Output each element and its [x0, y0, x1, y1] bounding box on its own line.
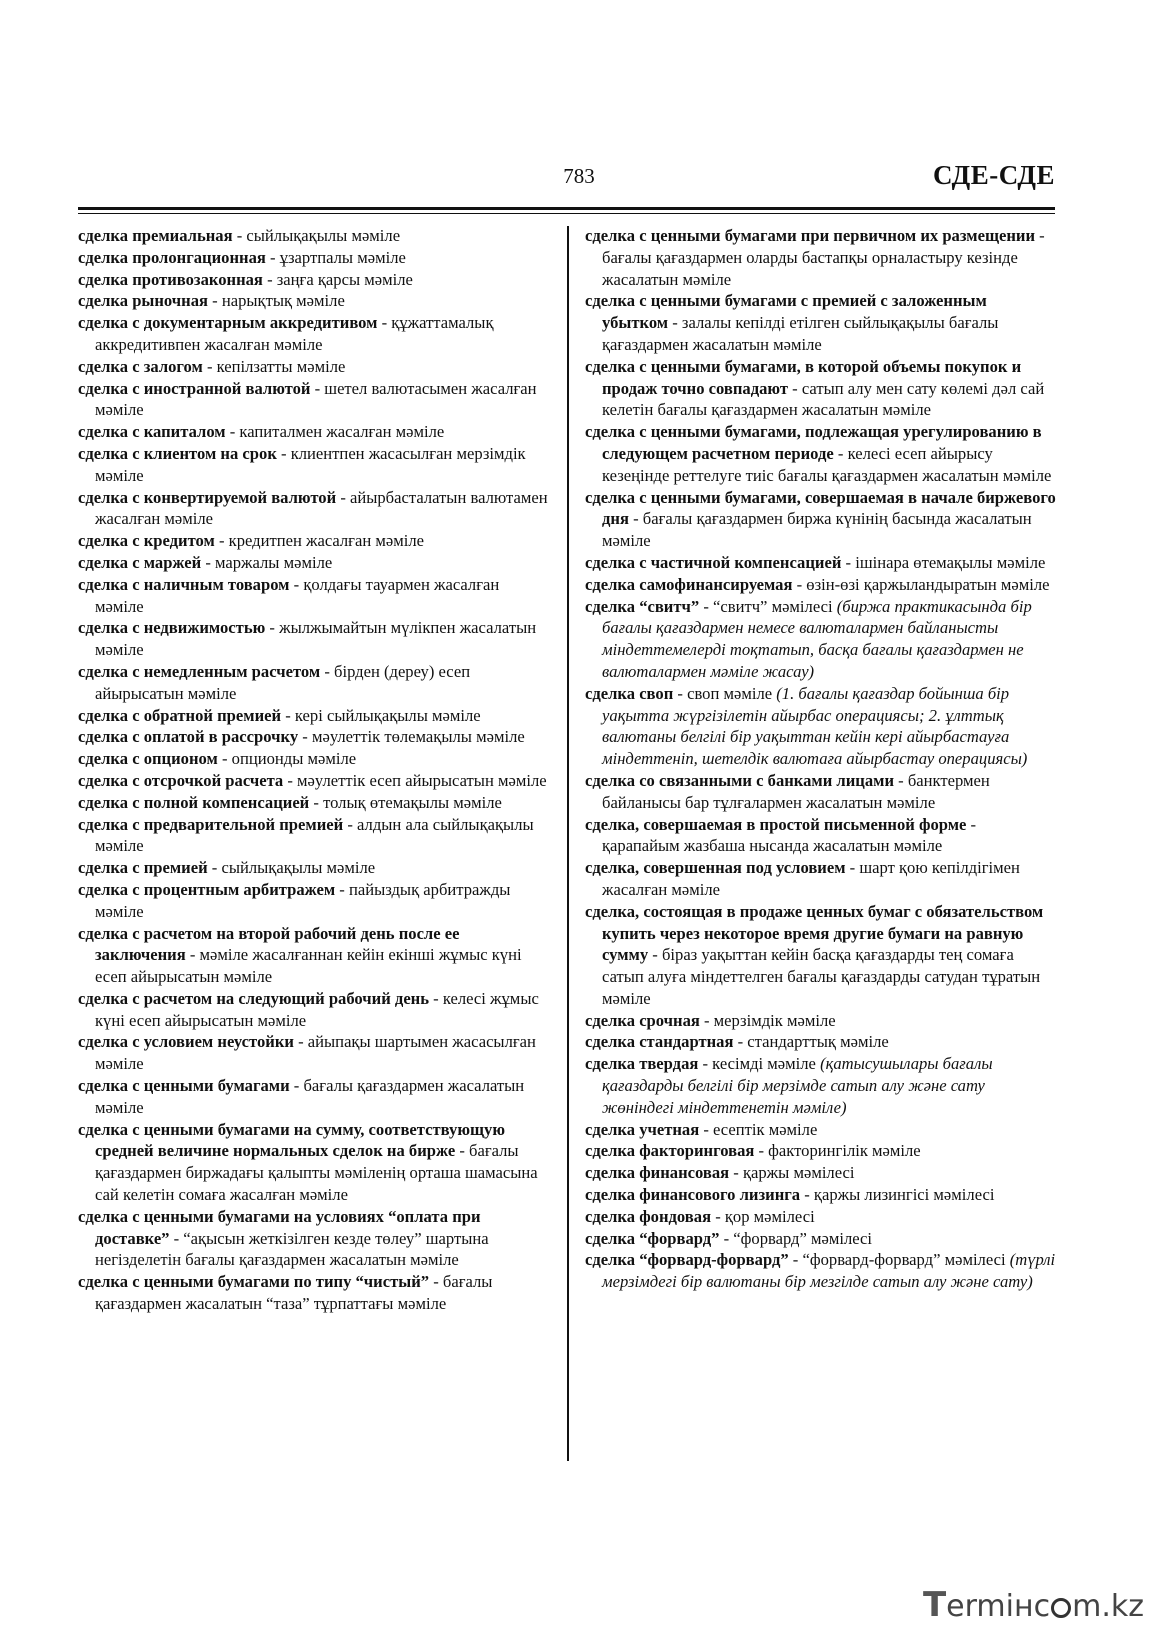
- dictionary-entry: [585, 1206, 1057, 1228]
- entry-definition: - своп мәміле: [673, 683, 777, 703]
- logo-circle-icon: [1051, 1598, 1071, 1618]
- entry-definition: - нарықтық мәміле: [208, 291, 345, 311]
- entry-term: сделка рыночная: [78, 291, 208, 311]
- entry-term: сделка “свитч”: [585, 596, 700, 616]
- entry-term: сделка финансового лизинга: [585, 1185, 801, 1205]
- entry-term: сделка с предварительной премией: [78, 814, 344, 834]
- entry-note: (1. бағалы қағаздар бойынша бір уақытта жүргізілетін айырбас операциясы; 2. ұлттық валютаны белгілі бір уақыттан кейін кері айырбастауға міндеттеніп, шетелдік валютаға айырбастау операциясы): [602, 683, 1028, 769]
- entry-definition: - қаржы лизингісі мәмілесі: [800, 1185, 995, 1205]
- dictionary-entry: [585, 1162, 1057, 1184]
- dictionary-entry: [78, 530, 548, 552]
- entry-definition: - қаржы мәмілесі: [729, 1163, 855, 1183]
- dictionary-entry: [78, 879, 548, 923]
- entry-term: сделка с иностранной валютой: [78, 378, 311, 398]
- entry-term: сделка с залогом: [78, 356, 203, 376]
- dictionary-entry: [585, 1228, 1057, 1250]
- dictionary-entry: [78, 814, 548, 858]
- dictionary-entry: [78, 552, 548, 574]
- dictionary-entry: [585, 225, 1057, 290]
- entry-definition: - сатып алу мен сату көлемі дәл сай келетін бағалы қағаздармен жасалатын мәміле: [602, 378, 1045, 420]
- dictionary-entry: [78, 378, 548, 422]
- entry-definition: - заңға қарсы мәміле: [262, 269, 413, 289]
- entry-term: сделка фондовая: [585, 1206, 712, 1226]
- entry-definition: - залалы кепілді етілген сыйлықақылы бағалы қағаздармен жасалатын мәміле: [602, 313, 999, 354]
- entry-definition: - алдын ала сыйлықақылы мәміле: [95, 814, 534, 856]
- entry-definition: - “форвард-форвард” мәмілесі: [788, 1250, 1010, 1270]
- dictionary-entry: [78, 356, 548, 378]
- entry-term: сделка премиальная: [78, 226, 233, 245]
- entry-definition: - клиентпен жасасылған мерзімдік мәміле: [95, 443, 526, 485]
- entry-definition: - өзін-өзі қаржыландыратын мәміле: [792, 574, 1050, 594]
- entry-definition: - мәулеттік есеп айырысатын мәміле: [283, 770, 547, 790]
- dictionary-entry: [585, 814, 1057, 858]
- entry-definition: - “форвард” мәмілесі: [719, 1228, 873, 1248]
- entry-term: сделка с ценными бумагами, в которой объемы покупок и продаж точно совпадают: [585, 356, 1022, 398]
- entry-definition: - пайыздық арбитражды мәміле: [95, 879, 511, 921]
- entry-term: сделка, совершенная под условием: [585, 858, 846, 878]
- entry-definition: - маржалы мәміле: [201, 552, 333, 572]
- dictionary-entry: [585, 356, 1057, 421]
- column-divider: [567, 226, 569, 1461]
- entry-term: сделка с наличным товаром: [78, 574, 290, 594]
- entry-definition: - айыпақы шартымен жасасылған мәміле: [95, 1032, 536, 1074]
- entry-term: сделка с ценными бумагами, совершаемая в начале биржевого дня: [585, 487, 1056, 529]
- dictionary-entry: [78, 1119, 548, 1206]
- entry-term: сделка с опционом: [78, 749, 218, 769]
- dictionary-entry: [78, 857, 548, 879]
- dictionary-entry: [585, 596, 1057, 683]
- entry-definition: - бағалы қағаздармен жасалатын мәміле: [95, 1076, 525, 1117]
- dictionary-entry: [78, 617, 548, 661]
- dictionary-entry: [78, 1031, 548, 1075]
- entry-definition: - “свитч” мәмілесі: [699, 596, 837, 616]
- dictionary-entry: [78, 443, 548, 487]
- entry-definition: - бағалы қағаздармен жасалатын “таза” тұрпаттағы мәміле: [95, 1272, 493, 1314]
- entry-definition: - мәулеттік төлемақылы мәміле: [298, 727, 525, 747]
- logo-text-2: m.kz: [1072, 1589, 1144, 1624]
- dictionary-entry: [78, 988, 548, 1032]
- entry-term: сделка с процентным арбитражем: [78, 879, 336, 899]
- entry-definition: - сыйлықақылы мәміле: [232, 226, 401, 245]
- entry-term: сделка с ценными бумагами, подлежащая урегулированию в следующем расчетном периоде: [585, 422, 1042, 463]
- dictionary-entry: [78, 269, 548, 291]
- entry-definition: - “ақысын жеткізілген кезде төлеу” шартына негізделетін бағалы қағаздармен жасалатын мәміле: [95, 1228, 489, 1270]
- entry-term: сделка с ценными бумагами по типу “чистый”: [78, 1272, 430, 1292]
- entry-definition: - шарт қою кепілдігімен жасалған мәміле: [602, 858, 1020, 899]
- entry-definition: - айырбасталатын валютамен жасалған мәміле: [95, 487, 548, 529]
- entry-term: сделка с расчетом на следующий рабочий день: [78, 988, 430, 1008]
- entry-definition: - опционды мәміле: [217, 749, 357, 769]
- entry-term: сделка с премией: [78, 858, 208, 878]
- entry-definition: - мерзімдік мәміле: [699, 1010, 836, 1030]
- dictionary-entry: [585, 1010, 1057, 1032]
- entry-note: (қатысушылары бағалы қағаздарды белгілі бір мерзімде сатып алу және сату жөніндегі міндеттенетін мәміле): [602, 1054, 993, 1117]
- entry-note: (биржа практикасында бір бағалы қағаздармен немесе валюталармен байланысты міндеттемелерді тоқтатып, басқа бағалы қағаздармен не валюталармен мәміле жасау): [602, 596, 1032, 681]
- dictionary-entry: [585, 683, 1057, 770]
- entry-term: сделка “форвард”: [585, 1228, 720, 1248]
- entry-definition: - қолдағы тауармен жасалған мәміле: [95, 574, 500, 616]
- entry-definition: - қарапайым жазбаша нысанда жасалатын мәміле: [602, 814, 977, 856]
- running-header: СДЕ-СДЕ: [933, 160, 1055, 190]
- entry-definition: - кепілзатты мәміле: [202, 356, 346, 376]
- entry-term: сделка с ценными бумагами: [78, 1076, 290, 1096]
- logo-text-1: ermінc: [946, 1589, 1051, 1624]
- entry-term: сделка своп: [585, 683, 674, 703]
- dictionary-entry: [585, 1031, 1057, 1053]
- dictionary-entry: [78, 661, 548, 705]
- entry-term: сделка с недвижимостью: [78, 618, 266, 638]
- entry-term: сделка пролонгационная: [78, 247, 266, 267]
- entry-term: сделка с ценными бумагами с премией с заложенным убытком: [585, 291, 987, 333]
- entry-definition: - кесімді мәміле: [698, 1054, 821, 1074]
- entry-term: сделка с частичной компенсацией: [585, 552, 842, 572]
- dictionary-entry: [78, 225, 548, 247]
- entry-term: сделка с маржей: [78, 552, 202, 572]
- termincom-logo: [923, 1585, 1144, 1625]
- entry-term: сделка твердая: [585, 1054, 699, 1074]
- dictionary-entry: [78, 726, 548, 748]
- entry-term: сделка финансовая: [585, 1163, 730, 1183]
- entry-definition: - есептік мәміле: [699, 1119, 818, 1139]
- dictionary-entry: [78, 290, 548, 312]
- entry-term: сделка со связанными с банками лицами: [585, 770, 895, 790]
- dictionary-entry: [78, 574, 548, 618]
- entry-definition: - ұзартпалы мәміле: [265, 247, 406, 267]
- entry-term: сделка с немедленным расчетом: [78, 661, 321, 681]
- entry-definition: - банктермен байланысы бар тұлғалармен жасалатын мәміле: [602, 770, 990, 812]
- entry-term: сделка с кредитом: [78, 531, 215, 551]
- logo-t: T: [922, 1585, 947, 1625]
- entry-definition: - стандарттық мәміле: [733, 1032, 889, 1052]
- dictionary-entry: [585, 1119, 1057, 1141]
- header-rule-thin: [78, 213, 1055, 214]
- entry-term: сделка, состоящая в продаже ценных бумаг с обязательством купить через некоторое время другие бумаги на равную сумму: [585, 901, 1044, 965]
- entry-definition: - жылжымайтын мүлікпен жасалатын мәміле: [95, 618, 537, 660]
- entry-term: сделка с отсрочкой расчета: [78, 770, 284, 790]
- dictionary-entry: [78, 247, 548, 269]
- entry-term: сделка учетная: [585, 1119, 700, 1139]
- dictionary-entry: [78, 705, 548, 727]
- entry-definition: - факторингілік мәміле: [754, 1141, 921, 1161]
- dictionary-entry: [585, 857, 1057, 901]
- page-number: 783: [563, 164, 595, 188]
- dictionary-entry: [585, 487, 1057, 552]
- entry-definition: - бағалы қағаздармен оларды бастапқы орналастыру кезінде жасалатын мәміле: [602, 226, 1045, 289]
- dictionary-entry: [78, 1075, 548, 1119]
- dictionary-entry: [585, 574, 1057, 596]
- entry-term: сделка с обратной премией: [78, 705, 282, 725]
- dictionary-entry: [585, 1184, 1057, 1206]
- dictionary-entry: [585, 770, 1057, 814]
- entry-term: сделка с полной компенсацией: [78, 792, 310, 812]
- entry-definition: - сыйлықақылы мәміле: [207, 858, 376, 878]
- entry-term: сделка самофинансируемая: [585, 574, 793, 594]
- entry-definition: - біраз уақыттан кейін басқа қағаздарды тең сомаға сатып алуға міндеттелген бағалы қағаздарды сатудан тұратын мәміле: [602, 945, 1041, 1008]
- entry-term: сделка с расчетом на второй рабочий день после ее заключения: [78, 923, 460, 965]
- entry-definition: - мәміле жасалғаннан кейін екінші жұмыс күні есеп айырысатын мәміле: [95, 945, 522, 987]
- dictionary-entry: [78, 1271, 548, 1315]
- header-rule: [78, 207, 1055, 210]
- dictionary-entry: [78, 312, 548, 356]
- entry-definition: - қор мәмілесі: [711, 1206, 815, 1226]
- dictionary-entry: [78, 1206, 548, 1271]
- entry-term: сделка с ценными бумагами на сумму, соответствующую средней величине нормальных сделок на бирже: [78, 1119, 506, 1161]
- entry-definition: - толық өтемақылы мәміле: [309, 792, 502, 812]
- entry-term: сделка срочная: [585, 1010, 700, 1030]
- dictionary-entry: [585, 1249, 1057, 1293]
- entry-definition: - кредитпен жасалған мәміле: [214, 531, 425, 551]
- entry-definition: - келесі жұмыс күні есеп айырысатын мәміле: [95, 988, 539, 1030]
- entry-definition: - құжаттамалық аккредитивпен жасалған мәміле: [95, 313, 494, 354]
- entry-definition: - бірден (дереу) есеп айырысатын мәміле: [95, 661, 471, 703]
- dictionary-entry: [78, 748, 548, 770]
- dictionary-entry: [78, 923, 548, 988]
- dictionary-entry: [78, 487, 548, 531]
- entry-definition: - бағалы қағаздармен биржа күнінің басында жасалатын мәміле: [602, 509, 1032, 551]
- entry-term: сделка с документарным аккредитивом: [78, 313, 378, 333]
- entry-definition: - ішінара өтемақылы мәміле: [841, 552, 1046, 572]
- entry-term: сделка с конвертируемой валютой: [78, 487, 337, 507]
- dictionary-entry: [585, 1140, 1057, 1162]
- dictionary-entry: [78, 792, 548, 814]
- entry-term: сделка с ценными бумагами при первичном их размещении: [585, 226, 1036, 245]
- left-column: [78, 225, 548, 1315]
- entry-definition: - шетел валютасымен жасалған мәміле: [95, 378, 537, 420]
- entry-term: сделка с оплатой в рассрочку: [78, 727, 299, 747]
- dictionary-entry: [78, 421, 548, 443]
- entry-term: сделка факторинговая: [585, 1141, 755, 1161]
- entry-term: сделка стандартная: [585, 1032, 734, 1052]
- entry-note: (түрлі мерзімдегі бір валютаны бір мезгілде сатып алу және сату): [602, 1250, 1056, 1292]
- entry-term: сделка с ценными бумагами на условиях “оплата при доставке”: [78, 1206, 481, 1248]
- entry-definition: - капиталмен жасалған мәміле: [225, 422, 445, 442]
- dictionary-entry: [585, 290, 1057, 355]
- entry-term: сделка, совершаемая в простой письменной форме: [585, 814, 967, 834]
- entry-definition: - келесі есеп айырысу кезеңінде реттелуге тиіс бағалы қағаздармен жасалатын мәміле: [602, 443, 1052, 485]
- dictionary-entry: [585, 901, 1057, 1010]
- entry-term: сделка с условием неустойки: [78, 1032, 294, 1052]
- entry-term: сделка с клиентом на срок: [78, 443, 277, 463]
- entry-definition: - бағалы қағаздармен биржадағы қалыпты мәміленің орташа шамасына сай келетін сомаға жасалған мәміле: [95, 1141, 538, 1205]
- entry-term: сделка “форвард-форвард”: [585, 1250, 789, 1270]
- entry-term: сделка противозаконная: [78, 269, 263, 289]
- dictionary-entry: [585, 552, 1057, 574]
- dictionary-entry: [585, 1053, 1057, 1118]
- right-column: [585, 225, 1057, 1293]
- entry-term: сделка с капиталом: [78, 422, 226, 442]
- entry-definition: - кері сыйлықақылы мәміле: [281, 705, 481, 725]
- dictionary-entry: [585, 421, 1057, 486]
- dictionary-entry: [78, 770, 548, 792]
